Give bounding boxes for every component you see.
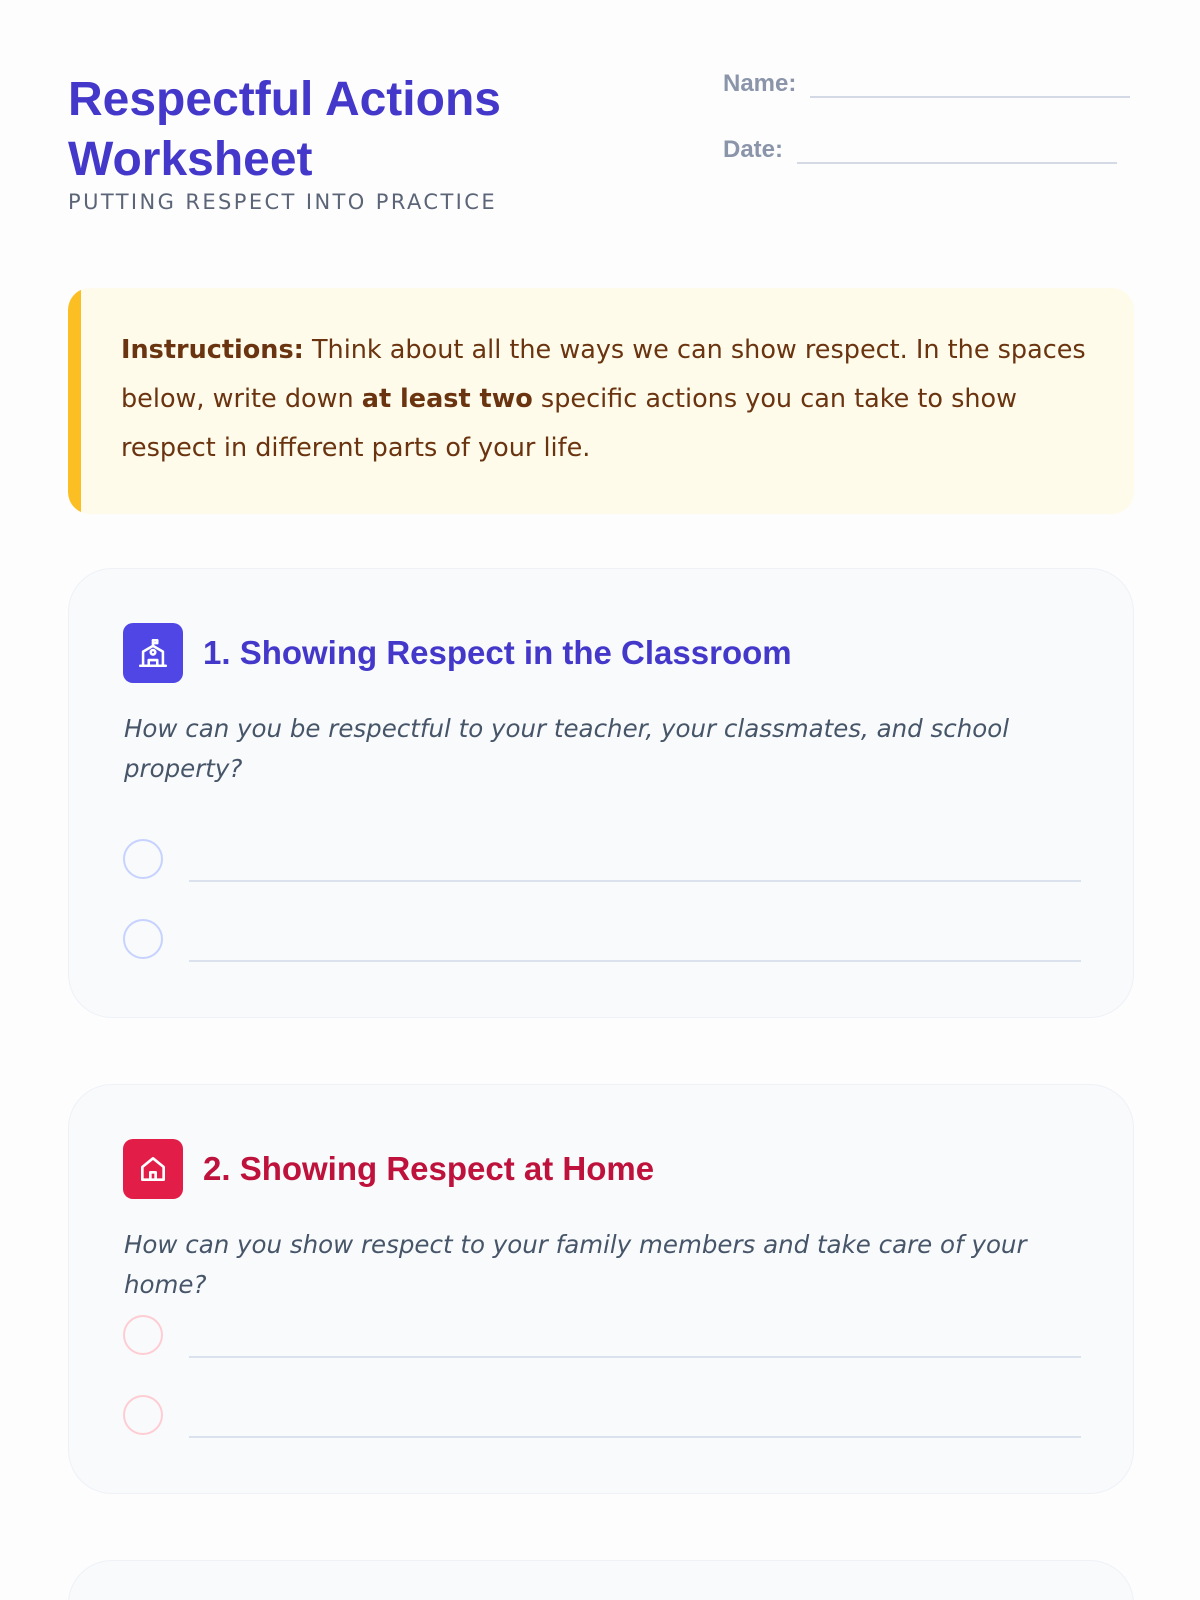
section-title: 1. Showing Respect in the Classroom [203, 634, 792, 671]
school-icon [123, 623, 183, 683]
answer-checkbox[interactable] [123, 919, 163, 959]
answer-line-2 [123, 919, 1081, 961]
date-label: Date: [723, 136, 784, 163]
page-title: Respectful Actions Worksheet [68, 73, 501, 186]
page-subtitle: PUTTING RESPECT INTO PRACTICE [68, 190, 498, 214]
section-classroom [68, 568, 1134, 1018]
section-title: 2. Showing Respect at Home [203, 1150, 655, 1187]
date-line[interactable] [797, 144, 1117, 164]
answer-checkbox[interactable] [123, 1395, 163, 1435]
section-question: How can you be respectful to your teacher, your classmates, and school property? [124, 714, 1010, 783]
answer-input[interactable] [189, 960, 1081, 962]
section-header [123, 623, 792, 683]
section-question: How can you show respect to your family members and take care of your home? [124, 1230, 1027, 1299]
answer-line-1 [123, 839, 1081, 881]
answer-input[interactable] [189, 880, 1081, 882]
section-next [68, 1560, 1134, 1600]
date-field-row [723, 136, 1117, 164]
answer-line-1 [123, 1315, 1081, 1357]
answer-checkbox[interactable] [123, 839, 163, 879]
answer-line-2 [123, 1395, 1081, 1437]
instructions-text-before: Think about all the ways we can show respect. In the spaces below, write down [121, 335, 1086, 414]
section-home [68, 1084, 1134, 1494]
instructions-emphasis: at least two [361, 384, 533, 414]
instructions-label: Instructions: [121, 335, 304, 365]
instructions-text-after: specific actions you can take to show respect in different parts of your life. [121, 384, 1017, 463]
answer-input[interactable] [189, 1356, 1081, 1358]
instructions-box [68, 288, 1134, 514]
answer-input[interactable] [189, 1436, 1081, 1438]
answer-checkbox[interactable] [123, 1315, 163, 1355]
section-header [123, 1139, 654, 1199]
worksheet-header [68, 70, 1134, 220]
home-icon [123, 1139, 183, 1199]
name-field-row [723, 70, 1130, 98]
name-line[interactable] [810, 78, 1130, 98]
name-label: Name: [723, 70, 797, 97]
